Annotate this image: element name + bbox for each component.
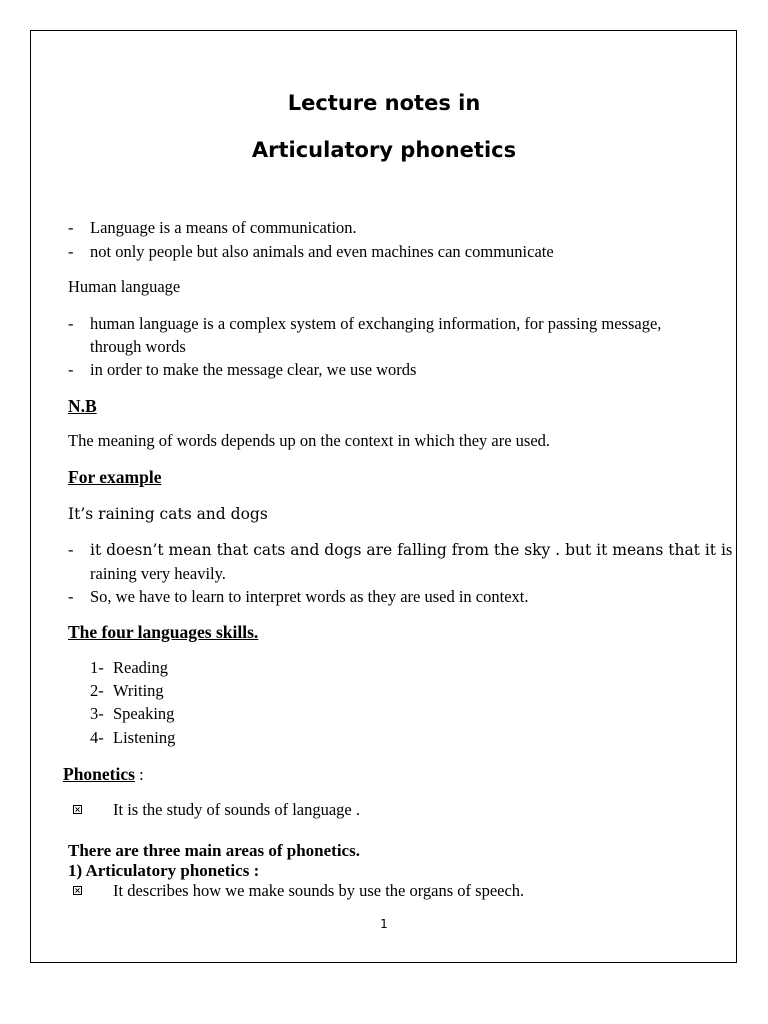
list-text: Speaking — [113, 704, 175, 723]
dash-marker: - — [68, 360, 74, 379]
list-number: 3- — [90, 704, 104, 723]
bullet-text-tail: s — [725, 540, 733, 559]
areas-heading: There are three main areas of phonetics. — [68, 841, 360, 860]
bullet-text: in order to make the message clear, we use words — [90, 360, 417, 379]
list-number: 1- — [90, 658, 104, 677]
dash-marker: - — [68, 540, 74, 559]
dash-marker: - — [68, 587, 74, 606]
bullet-text — [90, 540, 732, 560]
list-number: 4- — [90, 728, 104, 747]
checkbox-bullet-icon: × — [74, 805, 81, 814]
dash-marker: - — [68, 218, 74, 237]
bullet-text: not only people but also animals and even machines can communicate — [90, 242, 554, 261]
title-line-2: Articulatory phonetics — [251, 138, 517, 162]
bullet-text: So, we have to learn to interpret words as they are used in context. — [90, 587, 529, 606]
title-line-1: Lecture notes in — [287, 91, 481, 115]
list-number: 2- — [90, 681, 104, 700]
skills-heading: The four languages skills. — [68, 622, 259, 642]
phonetics-heading-line — [63, 764, 144, 785]
dash-marker: - — [68, 242, 74, 261]
example-heading: For example — [68, 467, 162, 487]
articulatory-text: It describes how we make sounds by use the organs of speech. — [113, 881, 525, 900]
phonetics-definition: It is the study of sounds of language . — [113, 800, 361, 819]
section-label-human-language: Human language — [68, 277, 181, 296]
list-text: Reading — [113, 658, 168, 677]
dash-marker: - — [68, 314, 74, 333]
bullet-continuation: raining very heavily. — [90, 564, 226, 583]
list-text: Writing — [113, 681, 164, 700]
bullet-text: human language is a complex system of exchanging information, for passing message, — [90, 314, 662, 333]
example-phrase: It’s raining cats and dogs — [68, 505, 268, 523]
bullet-continuation: through words — [90, 337, 186, 356]
nb-text: The meaning of words depends up on the context in which they are used. — [68, 431, 551, 450]
checkbox-bullet-icon: × — [74, 886, 81, 895]
phonetics-heading: Phonetics — [63, 764, 135, 784]
list-text: Listening — [113, 728, 176, 747]
bullet-text: Language is a means of communication. — [90, 218, 357, 237]
bullet-text-main: it doesn’t mean that cats and dogs are falling from the sky . but it means that it i — [90, 541, 726, 559]
page-border — [30, 30, 737, 963]
page-number: 1 — [380, 917, 388, 931]
phonetics-colon: : — [134, 765, 144, 784]
nb-heading: N.B — [68, 396, 97, 416]
articulatory-subheading: 1) Articulatory phonetics : — [68, 861, 260, 880]
